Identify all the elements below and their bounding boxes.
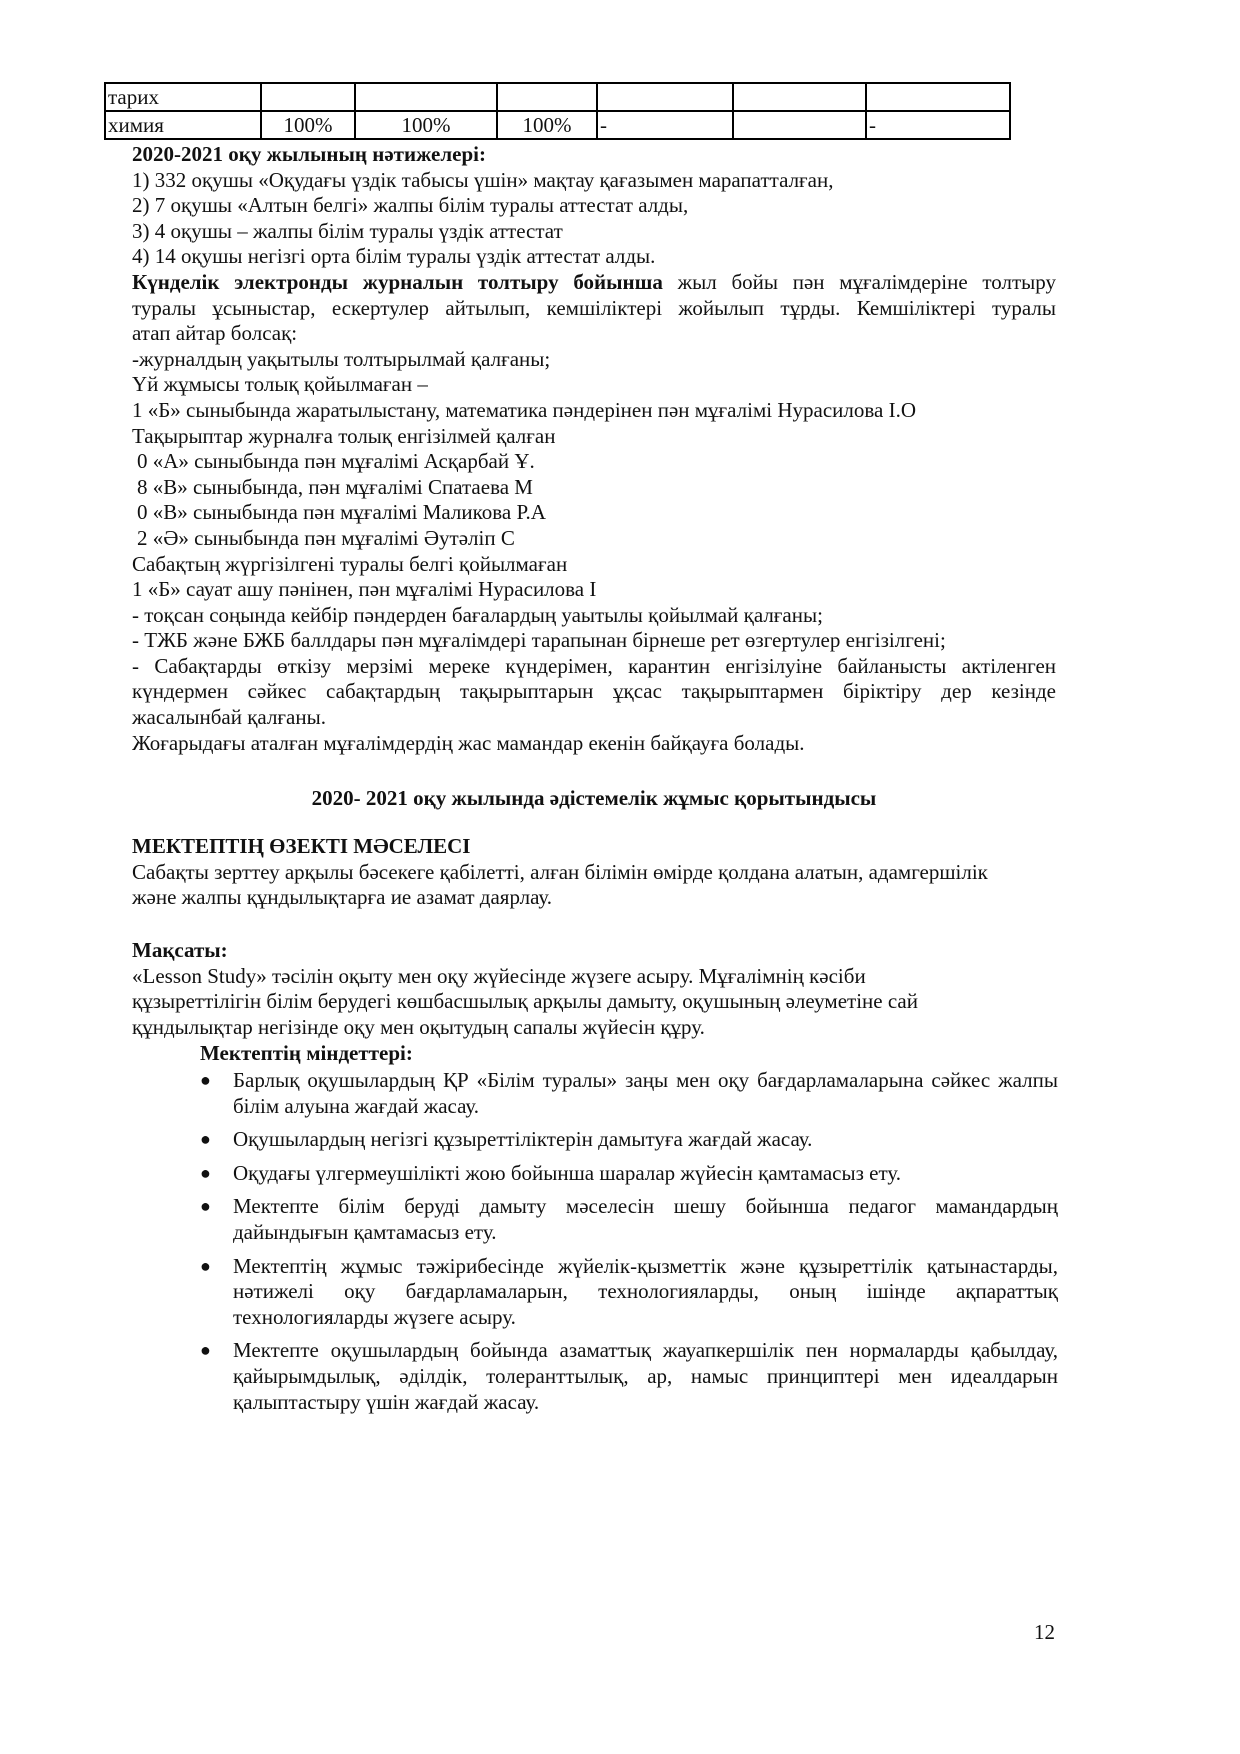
journal-line: -журналдың уақытылы толтырылмай қалғаны; (132, 346, 551, 371)
table-row (105, 111, 1010, 139)
results-section (132, 142, 1056, 756)
bullet-icon: ● (200, 1070, 211, 1090)
goal-heading: Мақсаты: (132, 938, 228, 962)
journal-line: Үй жұмысы толық қойылмаған – (132, 372, 428, 397)
task-item: ● Мектепте білім беруді дамыту мәселесін шешу бойынша педагог мамандардың дайындығын қамтамасыз ету. (200, 1194, 1058, 1244)
results-heading: 2020-2021 оқу жылының нәтижелері: (132, 142, 486, 166)
bullet-icon: ● (200, 1340, 211, 1361)
table-cell (733, 83, 866, 111)
goal-section (132, 938, 1056, 1040)
bullet-icon: ● (200, 1255, 211, 1276)
journal-line: Сабақтың жүргізілгені туралы белгі қойылмаған (132, 551, 568, 576)
goal-text: құзыреттілігін білім берудегі көшбасшылық арқылы дамыту, оқушының әлеуметіне сай (132, 989, 918, 1014)
results-item: 3) 4 оқушы – жалпы білім туралы үздік аттестат (132, 218, 563, 243)
table-cell (733, 111, 866, 139)
task-item: ● Мектепте оқушылардың бойында азаматтық жауапкершілік пен нормаларды қабылдау, қайырымдылық, әділдік, толеранттылық, ар, намыс принциптері мен идеалдарын қалыптастыру үшін жағдай жасау. (200, 1338, 1058, 1414)
task-item: ● Барлық оқушылардың ҚР «Білім туралы» заңы мен оқу бағдарламаларына сәйкес жалпы білім алуына жағдай жасау. (200, 1068, 1058, 1118)
problem-text: және жалпы құндылықтарға ие азамат даярлау. (132, 885, 553, 910)
journal-line: - тоқсан соңында кейбір пәндерден бағалардың уаытылы қойылмай қалғаны; (132, 602, 823, 627)
journal-line: - ТЖБ және БЖБ баллдары пән мұғалімдері тарапынан бірнеше рет өзгертулер енгізілгені; (132, 628, 946, 653)
goal-text: құндылықтар негізінде оқу мен оқытудың сапалы жүйесін құру. (132, 1014, 705, 1039)
journal-line: Тақырыптар журналға толық енгізілмей қалған (132, 423, 556, 448)
tasks-heading: Мектептің міндеттері: (200, 1041, 413, 1065)
journal-lead (132, 270, 1056, 296)
journal-line: 2 «Ә» сыныбында пән мұғалімі Әутәліп С (137, 525, 515, 550)
journal-line: күндермен сәйкес сабақтардың тақырыптарын ұқсас тақырыптармен біріктіру дер кезінде (132, 679, 1056, 704)
table-cell (497, 83, 597, 111)
table-cell: 100% (261, 111, 355, 139)
task-item: ● Оқудағы үлгермеушілікті жою бойынша шаралар жүйесін қамтамасыз ету. (200, 1160, 902, 1185)
journal-line: 1 «Б» сыныбында жаратылыстану, математика пәндерінен пән мұғалімі Нурасилова І.О (132, 397, 917, 422)
journal-line: 8 «В» сыныбында, пән мұғалімі Спатаева М (137, 474, 533, 499)
journal-lead-rest: жыл бойы пән мұғалімдеріне толтыру (662, 269, 1056, 294)
journal-line: туралы ұсыныстар, ескертулер айтылып, кемшіліктері жойылып тұрды. Кемшіліктері туралы (132, 295, 1056, 320)
table-row (105, 83, 1010, 111)
journal-line: атап айтар болсақ: (132, 321, 298, 346)
goal-text: «Lesson Study» тәсілін оқыту мен оқу жүйесінде жүзеге асыру. Мұғалімнің кәсіби (132, 963, 866, 988)
task-item: ● Оқушылардың негізгі құзыреттіліктерін дамытуға жағдай жасау. (200, 1127, 813, 1152)
journal-line: 1 «Б» сауат ашу пәнінен, пән мұғалімі Нурасилова І (132, 577, 597, 602)
problem-text: Сабақты зерттеу арқылы бәсекеге қабілетті, алған білімін өмірде қолдана алатын, адамгершілік (132, 859, 988, 884)
journal-line: 0 «А» сыныбында пән мұғалімі Асқарбай Ұ. (137, 449, 535, 474)
results-item: 1) 332 оқушы «Оқудағы үздік табысы үшін» мақтау қағазымен марапатталған, (132, 167, 834, 192)
results-item: 4) 14 оқушы негізгі орта білім туралы үздік аттестат алды. (132, 244, 656, 269)
table-cell (355, 83, 497, 111)
page-number: 12 (1034, 1620, 1055, 1644)
tasks-list (200, 1068, 1058, 1423)
journal-line: - Сабақтарды өткізу мерзімі мереке күндерімен, карантин енгізілуіне байланысты актіленген (132, 653, 1056, 678)
table-cell (866, 83, 1010, 111)
table-cell (261, 83, 355, 111)
journal-line: жасалынбай қалғаны. (132, 705, 326, 730)
table-cell: - (866, 111, 1010, 139)
journal-conclusion: Жоғарыдағы аталған мұғалімдердің жас мамандар екенін байқауға болады. (132, 730, 805, 755)
bullet-icon: ● (200, 1196, 211, 1217)
table-cell: 100% (497, 111, 597, 139)
table-cell-subject: тарих (105, 83, 261, 111)
results-item: 2) 7 оқушы «Алтын белгі» жалпы білім туралы аттестат алды, (132, 193, 689, 218)
task-item: ● Мектептің жұмыс тәжірибесінде жүйелік-қызметтік және құзыреттілік қатынастарды, нәтижелі оқу бағдарламаларын, технологияларды, оның ішінде ақпараттық технологияларды жүзеге асыру. (200, 1253, 1058, 1329)
problem-heading: МЕКТЕПТІҢ ӨЗЕКТІ МӘСЕЛЕСІ (132, 834, 471, 858)
table-cell-subject: химия (105, 111, 261, 139)
journal-lead-bold: Күнделік электронды журналын толтыру бойынша (132, 269, 663, 294)
bullet-icon: ● (200, 1162, 211, 1183)
method-title: 2020- 2021 оқу жылында әдістемелік жұмыс қорытындысы (311, 786, 877, 810)
grades-table (104, 82, 1011, 140)
table-cell: - (597, 111, 733, 139)
journal-line: 0 «В» сыныбында пән мұғалімі Маликова Р.А (137, 500, 546, 525)
bullet-icon: ● (200, 1129, 211, 1150)
problem-section (132, 834, 1056, 911)
table-cell: 100% (355, 111, 497, 139)
table-cell (597, 83, 733, 111)
